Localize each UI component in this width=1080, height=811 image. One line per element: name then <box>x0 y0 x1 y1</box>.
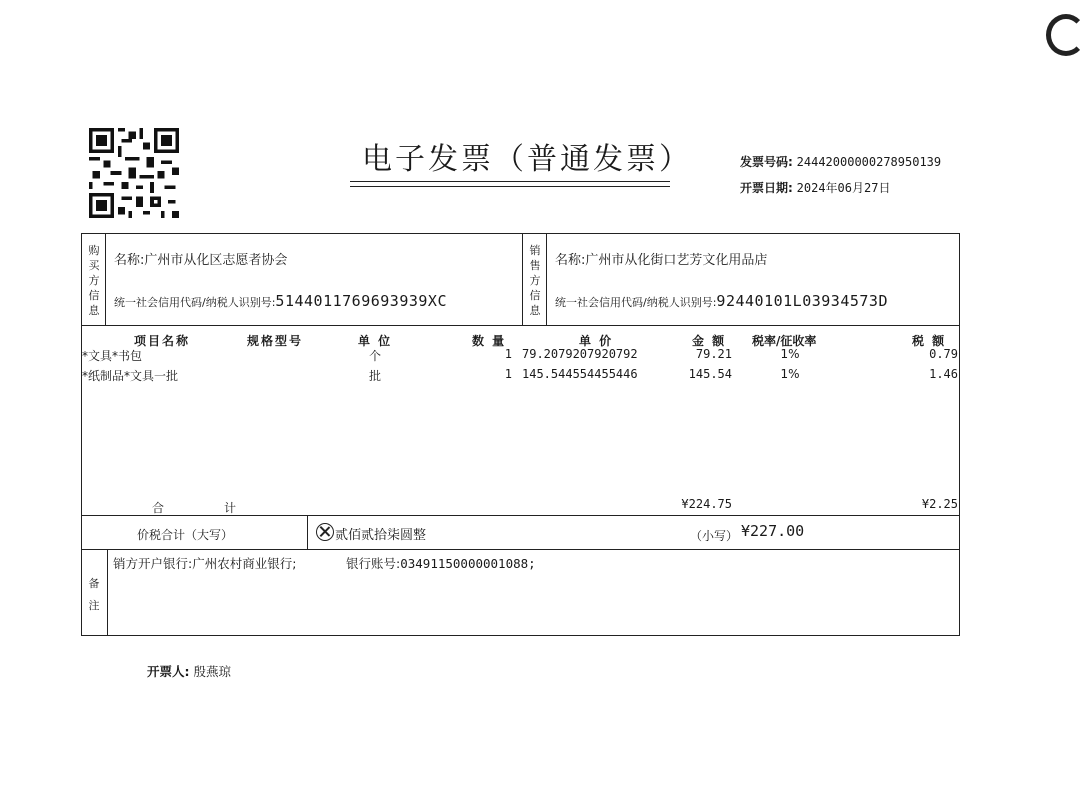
divider <box>107 549 108 636</box>
bank-account <box>346 554 536 572</box>
grand-total-small-label: （小写） <box>690 529 739 543</box>
divider <box>105 233 106 325</box>
col-header-tax: 税 额 <box>912 334 947 348</box>
seller-tax-id <box>555 292 888 310</box>
row-2-item: *纸制品*文具一批 <box>82 369 179 383</box>
grand-total-words: 贰佰贰拾柒圆整 <box>335 528 427 543</box>
row-1-rate: 1% <box>780 347 800 361</box>
buyer-name-label: 名称: <box>114 253 145 268</box>
divider <box>546 233 547 325</box>
seller-name <box>555 249 767 268</box>
title-underline <box>350 186 670 187</box>
row-1-amount: 79.21 <box>695 347 732 361</box>
row-2-amount: 145.54 <box>688 367 732 381</box>
total-label-1: 合 <box>152 501 165 515</box>
row-1-qty: 1 <box>504 347 512 361</box>
divider <box>81 515 960 516</box>
issue-date-value: 2024年06月27日 <box>796 181 891 195</box>
row-1-tax: 0.79 <box>929 347 958 361</box>
issue-date <box>740 179 890 196</box>
seller-tax-id-value: 92440101L03934573D <box>716 292 888 310</box>
row-1-item: *文具*书包 <box>82 349 143 363</box>
issuer-value: 殷燕琼 <box>193 664 231 679</box>
buyer-tax-id-label: 统一社会信用代码/纳税人识别号: <box>114 296 276 309</box>
col-header-spec: 规格型号 <box>247 334 304 348</box>
remarks-section-label: 备 注 <box>88 577 100 612</box>
seller-tax-id-label: 统一社会信用代码/纳税人识别号: <box>555 296 717 309</box>
total-amount: ¥224.75 <box>681 497 732 511</box>
row-2-qty: 1 <box>504 367 512 381</box>
row-2-rate: 1% <box>780 367 800 381</box>
total-tax: ¥2.25 <box>921 497 958 511</box>
divider <box>81 325 960 326</box>
divider <box>522 233 523 325</box>
bank-account-label: 银行账号: <box>346 556 401 571</box>
invoice-number <box>740 153 941 170</box>
cross-circle-icon <box>316 523 334 541</box>
invoice-title: 电子发票（普通发票） <box>362 142 692 177</box>
col-header-price: 单 价 <box>579 334 614 348</box>
col-header-qty: 数 量 <box>472 334 507 348</box>
buyer-tax-id <box>114 292 447 310</box>
seller-bank-label: 销方开户银行: <box>113 556 193 571</box>
edge-mark <box>1046 14 1080 56</box>
col-header-rate: 税率/征收率 <box>752 334 817 348</box>
seller-name-label: 名称: <box>555 253 586 268</box>
issue-date-label: 开票日期: <box>740 181 793 195</box>
title-underline <box>350 181 670 182</box>
bank-account-value: 03491150000001088; <box>400 556 536 571</box>
col-header-item: 项目名称 <box>134 334 191 348</box>
divider <box>307 515 308 549</box>
col-header-unit: 单 位 <box>358 334 393 348</box>
grand-total-label: 价税合计（大写） <box>137 528 234 542</box>
issuer <box>147 662 231 680</box>
invoice-number-label: 发票号码: <box>740 155 793 169</box>
row-1-price: 79.2079207920792 <box>522 347 638 361</box>
buyer-name <box>114 249 287 268</box>
buyer-tax-id-value: 514401176969393​9XC <box>275 292 447 310</box>
qr-code <box>89 128 179 218</box>
col-header-amount: 金 额 <box>692 334 727 348</box>
invoice-number-value: 24442000000278950139 <box>796 155 942 169</box>
row-1-unit: 个 <box>368 349 381 363</box>
seller-name-value: 广州市从化街口艺芳文化用品店 <box>585 253 768 268</box>
buyer-name-value: 广州市从化区志愿者协会 <box>144 253 288 268</box>
row-2-price: 145.544554455446 <box>522 367 638 381</box>
divider <box>81 549 960 550</box>
total-label-2: 计 <box>224 501 237 515</box>
seller-bank <box>113 554 296 572</box>
seller-section-label: 销 售 方 信 息 <box>529 244 541 317</box>
issuer-label: 开票人: <box>147 664 190 679</box>
row-2-tax: 1.46 <box>929 367 958 381</box>
seller-bank-value: 广州农村商业银行; <box>192 556 297 571</box>
row-2-unit: 批 <box>368 369 381 383</box>
buyer-section-label: 购 买 方 信 息 <box>88 244 100 317</box>
grand-total-figures: ¥227.00 <box>741 522 805 540</box>
